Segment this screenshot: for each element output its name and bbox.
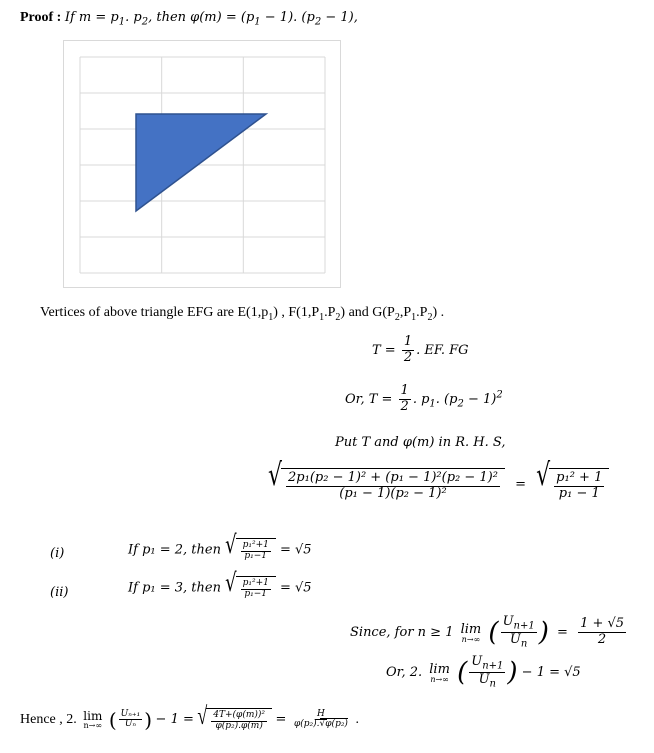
proof-statement: If $m = p_1$. $p_2$, then $\varphi(m) = (p_1 - 1)$. $(p_2 - 1)$, <box>64 10 358 28</box>
case-ii-label: (ii) <box>50 585 69 600</box>
equation-t: T = $\frac{1}{2}$ . EF. FG <box>372 334 469 365</box>
hence-equation: Hence , 2. lim n→∞ ( $\frac{\text{Uₙ₊₁}}{\text{Uₙ}}$ ) − 1 = √ $\frac{\text{4T+(φ(m))²}}{\text{φ(p₂).φ(m)}}$ = $\frac{H}{\text{φ(p₂).√φ(p₂)}}$ . <box>20 701 359 732</box>
proof-label: Proof : <box>20 10 62 25</box>
grid-lines <box>80 57 325 273</box>
vertices-line: Vertices of above triangle EFG are $E(1,p_1)$ , $F(1,P_1.P_2)$ and $G(P_2,P_1.P_2)$ . <box>40 305 445 323</box>
triangle-efg <box>136 114 266 211</box>
case-i-label: (i) <box>50 546 65 561</box>
put-line: Put T and φ(m) in R. H. S, <box>335 435 506 450</box>
triangle-grid-svg <box>64 41 342 289</box>
case-ii-equation: If p₁ = 3, then √ $\frac{\text{p₁²+1}}{\text{p₁−1}}$ = √5 <box>128 568 312 599</box>
triangle-figure <box>63 40 341 288</box>
or-two-equation: Or, 2. lim n→∞ ( $\frac{U_{n+1}}{U_n}$ ) − 1 = √5 <box>386 654 581 690</box>
case-i-equation: If p₁ = 2, then √ $\frac{\text{p₁²+1}}{\text{p₁−1}}$ = √5 <box>128 530 312 561</box>
equation-or-t: Or, T = $\frac{1}{2}$ . $p_1$. $(p_2 - 1)^2$ <box>345 383 503 414</box>
since-equation: Since, for n ≥ 1 lim n→∞ ( $\frac{U_{n+1}}{U_n}$ ) = $\frac{1 + √5}{2}$ <box>350 614 625 650</box>
big-equation: √ $\frac{\text{2p₁(p₂ − 1)² + (p₁ − 1)²(p₂ − 1)²}}{\text{(p₁ − 1)(p₂ − 1)²}}$ = √ $\frac{\text{p₁² + 1}}{\text{p₁ − 1}}$ <box>268 468 609 502</box>
proof-line <box>20 10 358 28</box>
